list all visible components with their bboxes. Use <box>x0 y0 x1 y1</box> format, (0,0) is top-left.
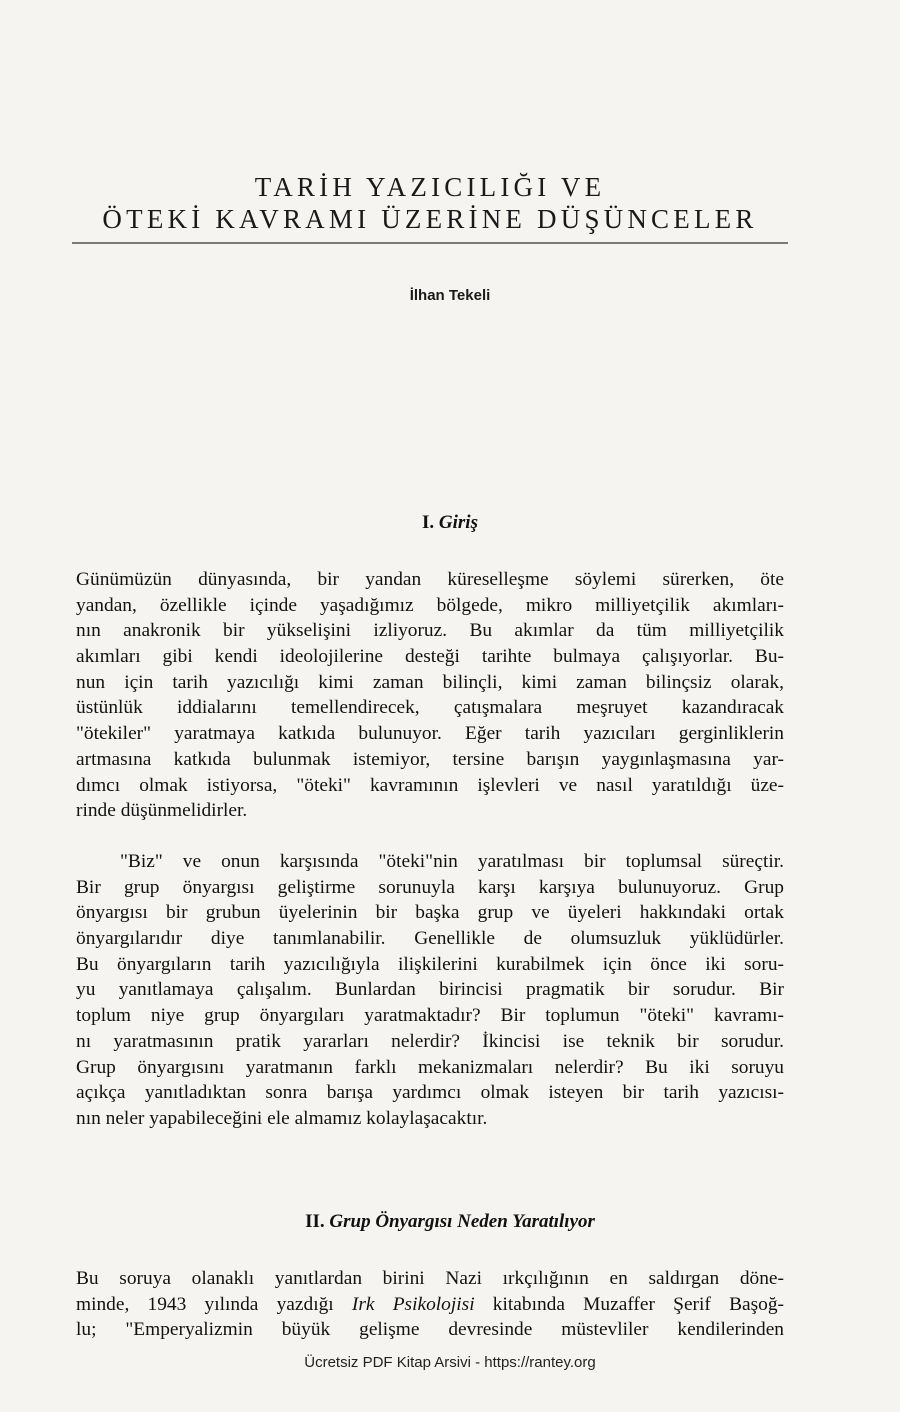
author-name: İlhan Tekeli <box>409 287 491 304</box>
paragraph-line: toplum niye grup önyargıları yaratmaktadır? Bir toplumun "öteki" kavramı- <box>76 1005 784 1027</box>
paragraph-line: lu; "Emperyalizmin büyük gelişme devresinde müstevliler kendilerinden <box>76 1319 784 1341</box>
paragraph-line: Günümüzün dünyasında, bir yandan küreselleşme söylemi sürerken, öte <box>76 569 784 590</box>
paragraph-line: yandan, özellikle içinde yaşadığımız bölgede, mikro milliyetçilik akımları- <box>76 594 784 616</box>
section-heading-1 <box>0 512 900 534</box>
section-heading-2 <box>0 1211 900 1233</box>
title-underline <box>72 242 788 244</box>
paragraph-line: rinde düşünmelidirler. <box>76 800 248 822</box>
line-text-after: kitabında Muzaffer Şerif Başoğ- <box>474 1293 784 1315</box>
book-title: Irk Psikolojisi <box>351 1293 475 1315</box>
paragraph-line: nı yaratmasının pratik yararları nelerdir? İkincisi ise teknik bir sorudur. <box>76 1030 784 1052</box>
paragraph-line: açıkça yanıtladıktan sonra barışa yardımcı olmak isteyen bir tarih yazıcısı- <box>76 1082 784 1104</box>
paragraph-line: nun için tarih yazıcılığı kimi zaman bilinçli, kimi zaman bilinçsiz olarak, <box>76 671 784 693</box>
section-1-title: Giriş <box>438 512 478 533</box>
paragraph-1 <box>76 567 784 824</box>
paragraph-line: "Biz" ve onun karşısında "öteki"nin yaratılması bir toplumsal süreçtir. <box>120 851 784 872</box>
paragraph-line: Grup önyargısını yaratmanın farklı mekanizmaları nelerdir? Bu iki soruyu <box>76 1056 784 1078</box>
paragraph-line: artmasına katkıda bulunmak istemiyor, tersine barışın yaygınlaşmasına yar- <box>76 748 784 770</box>
section-1-number: I. <box>422 512 435 533</box>
section-2-title: Grup Önyargısı Neden Yaratılıyor <box>329 1211 595 1232</box>
paragraph-2 <box>76 849 784 1132</box>
paragraph-line: önyargısı bir grubun üyelerinin bir başka grup ve üyeleri hakkındaki ortak <box>76 902 784 924</box>
section-2-number: II. <box>305 1211 325 1232</box>
paragraph-line: dımcı olmak istiyorsa, "öteki" kavramının işlevleri ve nasıl yaratıldığı üze- <box>76 774 784 796</box>
footer-watermark: Ücretsiz PDF Kitap Arsivi - https://rantey.org <box>304 1354 596 1371</box>
paragraph-line: "ötekiler" yaratmaya katkıda bulunuyor. Eğer tarih yazıcıları gerginliklerin <box>76 723 784 745</box>
paragraph-line: Bu önyargıların tarih yazıcılığıyla ilişkilerini kurabilmek için önce iki soru- <box>76 953 784 975</box>
paragraph-line: üstünlük iddialarını temellendirecek, çatışmalara meşruyet kazandıracak <box>76 697 784 719</box>
paragraph-line: nın neler yapabileceğini ele almamız kolaylaşacaktır. <box>76 1107 488 1129</box>
paragraph-line: Bu soruya olanaklı yanıtlardan birini Nazi ırkçılığının en saldırgan döne- <box>76 1268 784 1289</box>
paragraph-3 <box>76 1266 784 1343</box>
paragraph-line: yu yanıtlamaya çalışalım. Bunlardan birincisi pragmatik bir sorudur. Bir <box>76 979 784 1001</box>
paragraph-line: önyargılarıdır diye tanımlanabilir. Genellikle de olumsuzluk yüklüdürler. <box>76 928 784 950</box>
paragraph-line-with-book-title <box>76 1292 784 1318</box>
paragraph-line: nın anakronik bir yükselişini izliyoruz. Bu akımlar da tüm milliyetçilik <box>76 620 784 642</box>
article-title-line-1: TARİH YAZICILIĞI VE <box>254 172 606 202</box>
paragraph-line: akımları gibi kendi ideolojilerine desteği tarihte bulmaya çalışıyorlar. Bu- <box>76 646 784 668</box>
article-title-line-2: ÖTEKİ KAVRAMI ÜZERİNE DÜŞÜNCELER <box>102 204 758 234</box>
line-text-before: minde, 1943 yılında yazdığı <box>76 1293 352 1315</box>
paragraph-line: Bir grup önyargısı geliştirme sorunuyla karşı karşıya bulunuyoruz. Grup <box>76 876 784 898</box>
